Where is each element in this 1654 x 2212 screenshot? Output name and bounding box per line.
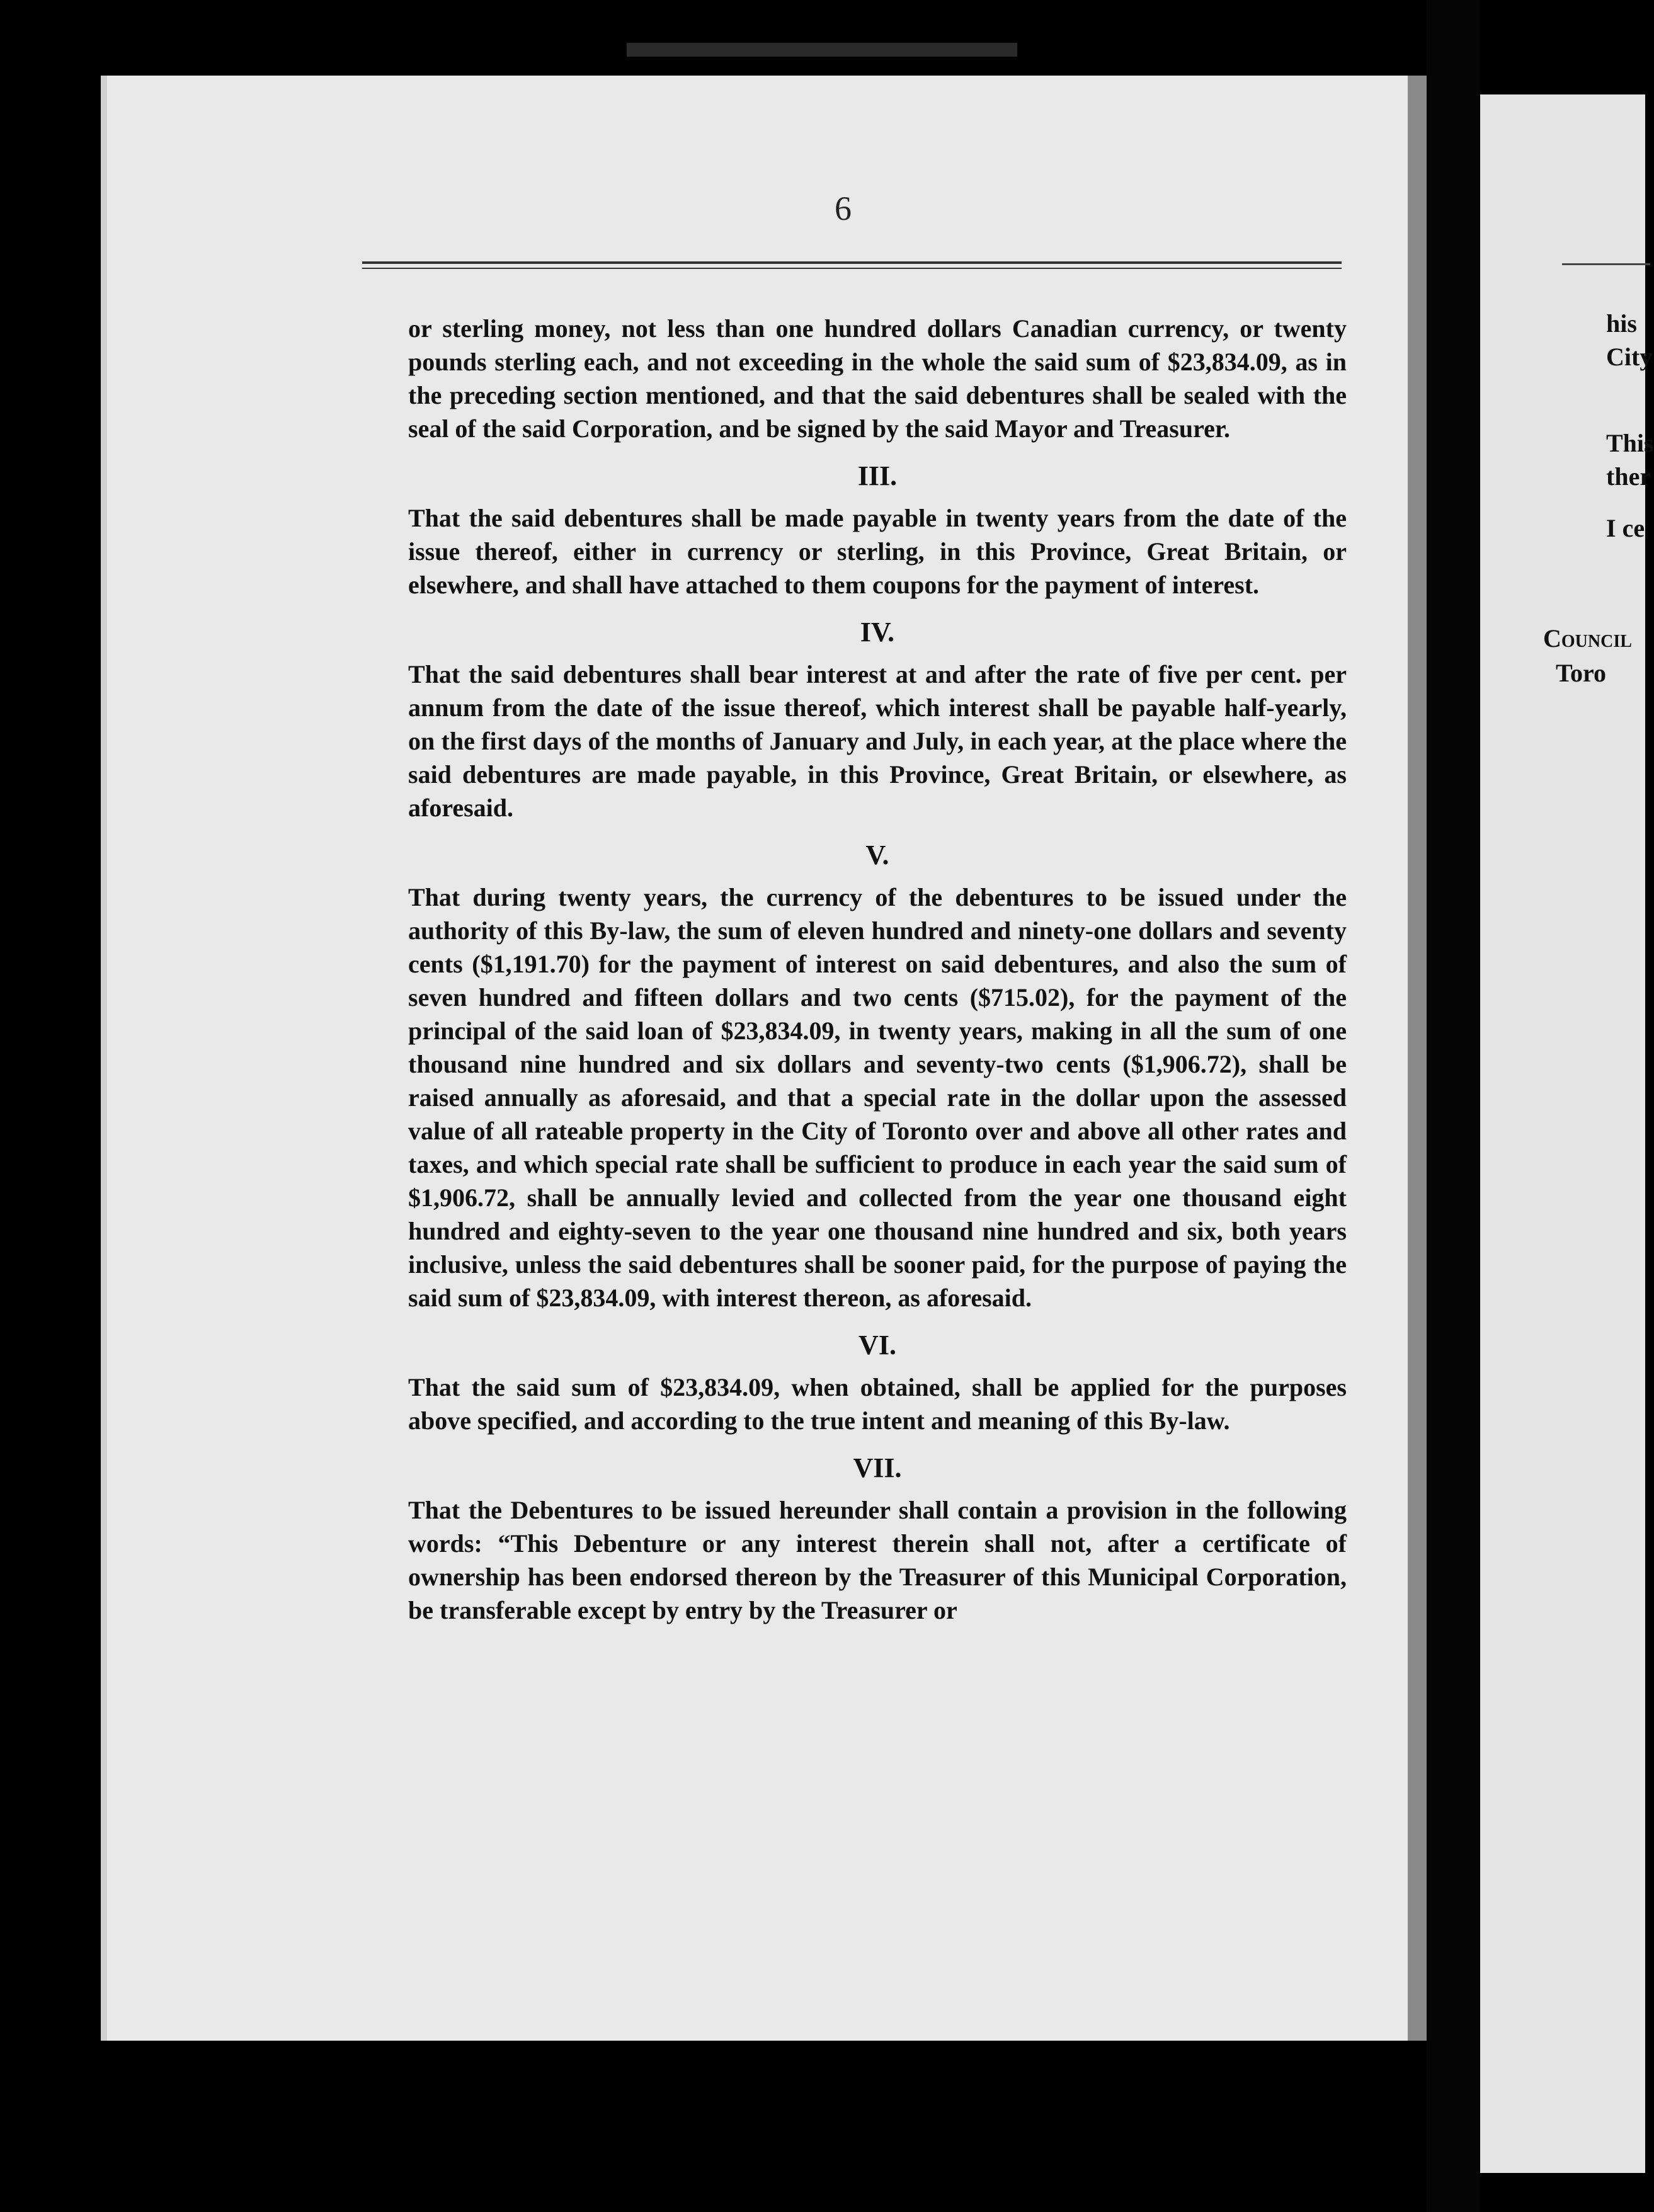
- section-vii-text: That the Debentures to be issued hereunder shall contain a provision in the following words: “This Debenture or any interest therein shall not, after a certificate of ownership has been endorsed thereon by the Treasurer of this Municipal Corporation, be transferable except by entry by the Treasurer or: [408, 1496, 1347, 1624]
- facing-page-text: [1480, 94, 1654, 2173]
- section-heading-iii: III.: [857, 460, 898, 491]
- section-vi-text: That the said sum of $23,834.09, when obtained, shall be applied for the purposes above specified, and according to the true intent and meaning of this By-law.: [408, 1373, 1347, 1435]
- page-spine-shadow: [1408, 76, 1427, 2041]
- section-iv-text: That the said debentures shall bear interest at and after the rate of five per cent. per annum from the date of the issue thereof, which interest shall be payable half-yearly, on the first days of the months of January and July, in each year, at the place where the said debentures are made payable, in this Province, Great Britain, or elsewhere, as aforesaid.: [408, 660, 1347, 822]
- facing-line-6: Council: [1543, 624, 1632, 653]
- facing-line-3: This: [1606, 429, 1654, 457]
- section-heading-vii: VII.: [853, 1452, 902, 1483]
- document-body: [408, 312, 1347, 1627]
- facing-line-2: City: [1606, 343, 1653, 371]
- page-number: 6: [835, 190, 852, 227]
- book-gutter: [1427, 0, 1480, 2212]
- header-rule: [362, 261, 1342, 269]
- section-heading-v: V.: [865, 840, 889, 870]
- facing-line-1: his: [1606, 309, 1637, 338]
- section-iii-text: That the said debentures shall be made payable in twenty years from the date of the issue thereof, either in currency or sterling, in this Province, Great Britain, or elsewhere, and shall have attached to them coupons for the payment of interest.: [408, 504, 1347, 599]
- facing-line-5: I ce: [1606, 514, 1645, 542]
- facing-line-4: ther: [1606, 462, 1651, 491]
- section-heading-iv: IV.: [860, 617, 895, 647]
- facing-page-fragment: [1480, 94, 1654, 2173]
- section-heading-vi: VI.: [858, 1330, 896, 1360]
- section-v-text: That during twenty years, the currency of the debentures to be issued under the authority of this By-law, the sum of eleven hundred and ninety-one dollars and seventy cents ($1,191.70) for the payment of interest on said debentures, and also the sum of seven hundred and fifteen dollars and two cents ($715.02), for the payment of the principal of the said loan of $23,834.09, in twenty years, making in all the sum of one thousand nine hundred and six dollars and seventy-two cents ($1,906.72), shall be raised annually as aforesaid, and that a special rate in the dollar upon the assessed value of all rateable property in the City of Toronto over and above all other rates and taxes, and which special rate shall be sufficient to produce in each year the said sum of $1,906.72, shall be annually levied and collected from the year one thousand eight hundred and eighty-seven to the year one thousand nine hundred and six, both years inclusive, unless the said debentures shall be sooner paid, for the purpose of paying the said sum of $23,834.09, with interest thereon, as aforesaid.: [408, 883, 1347, 1312]
- facing-line-7: Toro: [1556, 659, 1607, 687]
- top-clip-shadow: [627, 43, 1017, 57]
- paragraph-continuation: or sterling money, not less than one hundred dollars Canadian currency, or twenty pounds sterling each, and not exceeding in the whole the said sum of $23,834.09, as in the preceding section mentioned, and that the said debentures shall be sealed with the seal of the said Corporation, and be signed by the said Mayor and Treasurer.: [408, 314, 1347, 443]
